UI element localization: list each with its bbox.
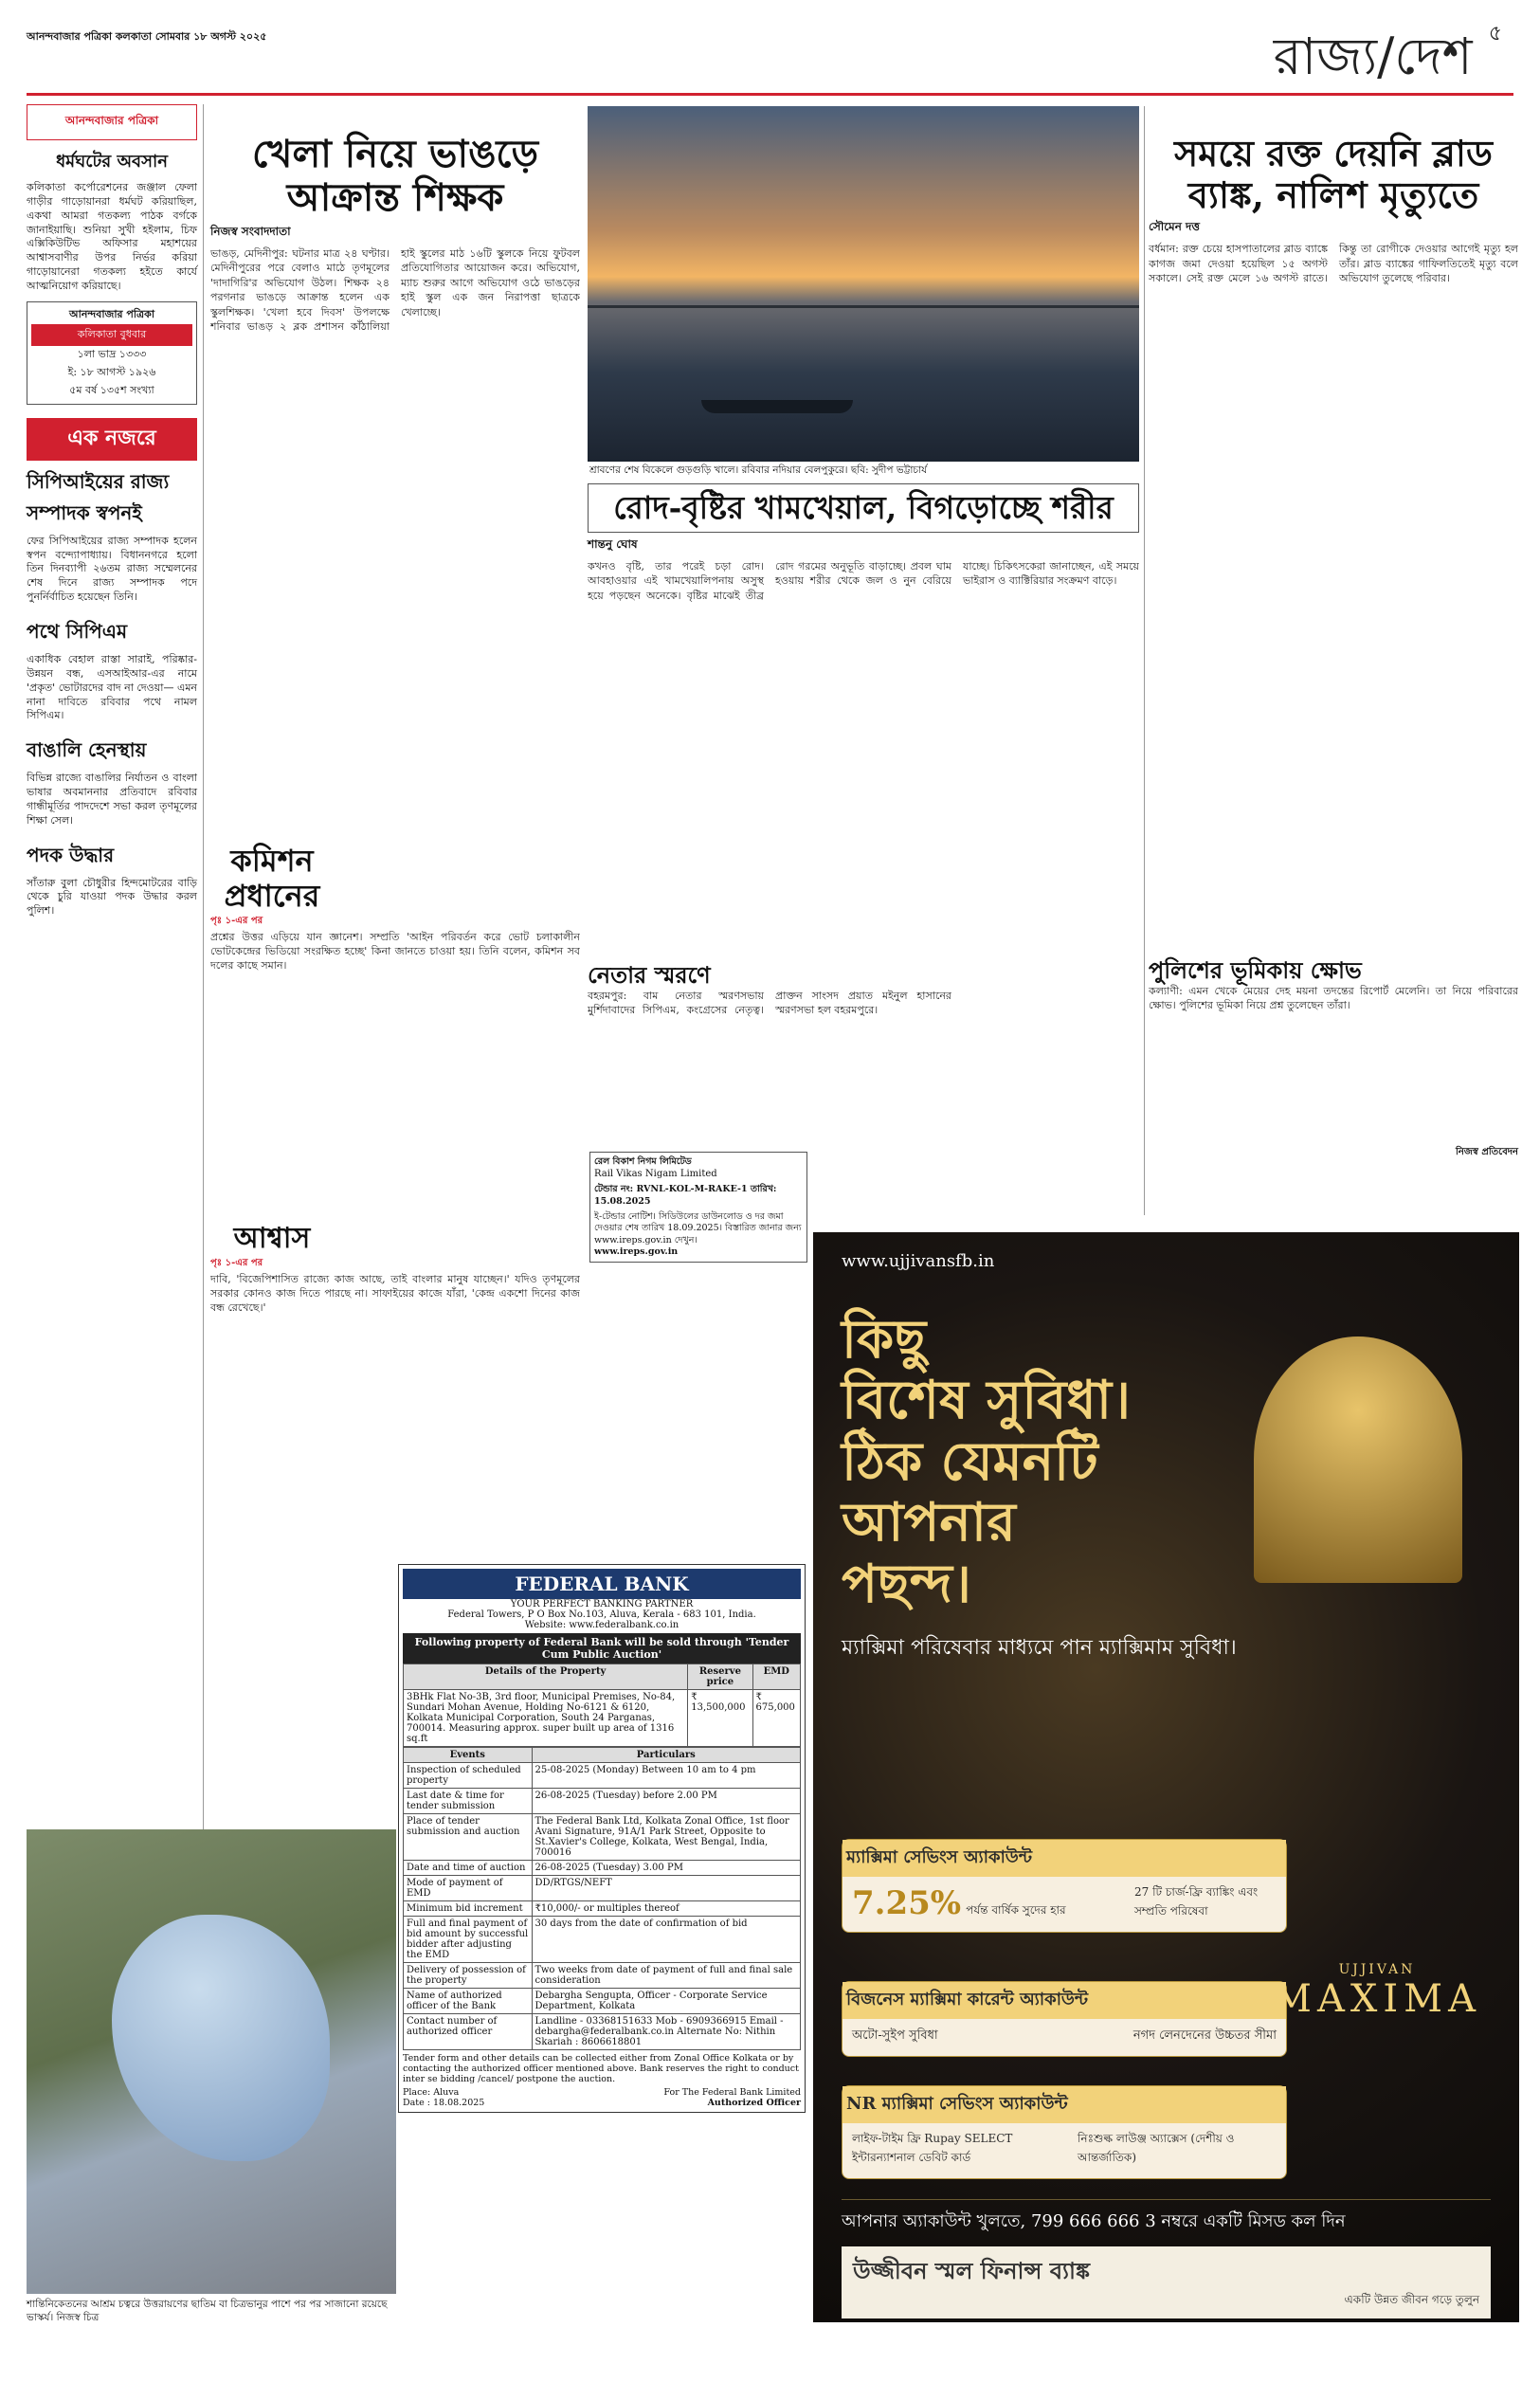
story4-body: প্রশ্নের উত্তর এড়িয়ে যান জ্ঞানেশ। সম্প্রতি 'আইন পরিবর্তন করে ভোট চলাকালীন ভোটকেন্দ্রের ভিডিয়ো সংরক্ষিত হচ্ছে' কিনা জানতে চাওয়া হয়। তিনি বলেন, কমিশন সব দলের কাছে সমান। [210, 930, 580, 973]
story-blood-bank [1149, 133, 1518, 943]
events-row: Delivery of possession of the property Two weeks from date of payment of full and final sale consideration [404, 1963, 801, 1989]
events-row: Date and time of auction 26-08-2025 (Tuesday) 3.00 PM [404, 1861, 801, 1876]
savings-band: ম্যাক্সিমা সেভিংস অ্যাকাউন্ট 7.25% পর্যন্ত বার্ষিক সুদের হার 27 টি চার্জ-ফ্রি ব্যাঙ্কিং এবং সম্প্রতি পরিষেবা [842, 1839, 1287, 1933]
story-commission [210, 844, 580, 1271]
ujjivan-ad [813, 1232, 1519, 2322]
masthead-dateline: আনন্দবাজার পত্রিকা কলকাতা সোমবার ১৮ অগস্ট ২০২৫ [27, 30, 267, 43]
events-row: Last date & time for tender submission 26-08-2025 (Tuesday) before 2.00 PM [404, 1789, 801, 1814]
federal-logo: FEDERAL BANK [403, 1569, 801, 1599]
story5-headline: আশ্বাস [233, 1222, 311, 1255]
item1-text: ফের সিপিআইয়ের রাজ্য সম্পাদক হলেন স্বপন বন্দ্যোপাধ্যায়। বিধাননগরে হলো তিন দিনব্যাপী ২৬তম রাজ্য সম্মেলনের শেষ দিনে রাজ্য সম্পাদক পদে পুনর্নির্বাচিত হয়েছেন তিনি। [27, 534, 197, 604]
dharma-title: ধর্মঘটের অবসান [56, 152, 168, 172]
story7-byline: নিজস্ব প্রতিবেদন [1456, 1146, 1518, 1157]
sunset-photo-caption: শ্রাবণের শেষ বিকেলে গুড়গুড়ি খালে। রবিবার নদিয়ার বেলপুকুরে। ছবি: সুদীপ ভট্টাচার্য [589, 464, 928, 476]
current-band: বিজনেস ম্যাক্সিমা কারেন্ট অ্যাকাউন্ট অটো-সুইপ সুবিধা নগদ লেনদেনের উচ্চতর সীমা [842, 1981, 1287, 2057]
story4-headline: কমিশন প্রধানের [224, 843, 320, 914]
story2-byline: শান্তনু ঘোষ [588, 536, 638, 551]
cloche-image [1254, 1336, 1462, 1583]
story1-body: ভাঙড়, মেদিনীপুর: ঘটনার মাত্র ২৪ ঘণ্টার। মেদিনীপুরের পরে বেলাও মাঠে তৃণমূলের 'দাদাগিরি'র অভিযোগ উঠল। শিক্ষক ২৪ পরগনার ভাঙড়ে আক্রান্ত হলেন এক স্কুলশিক্ষক। 'খেলা হবে দিবস' উপলক্ষে শনিবার ভাঙড় ২ ব্লক প্রশাসন কাঁঠালিয়া হাই স্কুলের মাঠ ১৬টি স্কুলকে নিয়ে ফুটবল প্রতিযোগিতার আয়োজন করে। অভিযোগ, ম্যাচ শুরুর আগে অভিযোগ ওঠে ভাঙড়ের হাই স্কুল এক জন নিরাপত্তা ছাত্রকে খেলাচ্ছে। [210, 247, 580, 333]
item2-text: একাধিক বেহাল রাস্তা সারাই, পরিষ্কার-উন্নয়ন বন্ধ, এসআইআর-এর নামে 'প্রকৃত' ভোটারদের বাদ না দেওয়া— এমন নানা দাবিতে রবিবার পথে নামল সিপিএম। [27, 652, 197, 722]
maxima-brand: UJJIVAN MAXIMA [1273, 1962, 1481, 2021]
story-police [1149, 957, 1518, 1161]
story4-jump: পৃঃ ১-এর পর [210, 915, 263, 926]
events-table: Events Particulars Inspection of scheduled property 25-08-2025 (Monday) Between 10 am to 4 pm Last date & time for tender submission 26-08-2025 (Tuesday) before 2.00 PM Place of tender submission and auction The Federal Bank Ltd, Kolkata Zonal Office, 1st floor Avani Signature, 91A/1 Park Street, Opposite to St.Xavier's College, Kolkata, West Bengal, India, 700016 Date and time of auction 26-08-2025 (Tuesday) 3.00 PM Mode of payment of EMD DD/RTGS/NEFT Minimum bid increment ₹10,000/- or multiples thereof Full and final payment of bid amount by successful bidder after adjusting the EMD 30 days from the date of confirmation of bid Delivery of possession of the property Two weeks from date of payment of full and final sale consideration Name of authorized officer of the Bank Debargha Sengupta, Officer - Corporate Service Department, Kolkata Contact number of authorized officer Landline - 03368151633 Mob - 6909366915 Email - debargha@federalbank.co.in Alternate No: Nithin Skariah : 8606618801 [403, 1747, 801, 2050]
ek-najare-banner: এক নজরে [27, 418, 197, 461]
item2-title: পথে সিপিএম [27, 619, 128, 643]
ujjivan-footer: উজ্জীবন স্মল ফিনান্স ব্যাঙ্ক একটি উন্নত জীবন গড়ে তুলুন [842, 2246, 1491, 2318]
ujjivan-headline: কিছু বিশেষ সুবিধা। ঠিক যেমনটি আপনার পছন্দ। [842, 1308, 1132, 1615]
story2-body: কখনও বৃষ্টি, তার পরেই চড়া রোদ। আবহাওয়ার এই খামখেয়ালিপনায় অসুস্থ হয়ে পড়ছেন অনেকে। বৃষ্টির মাঝেই তীব্র রোদ গরমের অনুভূতি বাড়াচ্ছে। প্রবল ঘাম হওয়ায় শরীর থেকে জল ও নুন বেরিয়ে যাচ্ছে। চিকিৎসকেরা জানাচ্ছেন, এই সময়ে ভাইরাস ও ব্যাক্টিরিয়ার সংক্রমণ বাড়ে। [588, 559, 1139, 602]
ujjivan-subline: ম্যাক্সিমা পরিষেবার মাধ্যমে পান ম্যাক্সিমাম সুবিধা। [842, 1635, 1237, 1660]
rvnl-notice: রেল বিকাশ নিগম লিমিটেড Rail Vikas Nigam Limited টেন্ডার নং: RVNL-KOL-M-RAKE-1 তারিখ: 15.08.2025 ই-টেন্ডার নোটিশ। সিডিউলের ডাউনলোড ও দর জমা দেওয়ার শেষ তারিখ 18.09.2025। বিস্তারিত জানার জন্য www.ireps.gov.in দেখুন। www.ireps.gov.in [589, 1152, 807, 1263]
events-row: Place of tender submission and auction The Federal Bank Ltd, Kolkata Zonal Office, 1st floor Avani Signature, 91A/1 Park Street, Opposite to St.Xavier's College, Kolkata, West Bengal, India, 700016 [404, 1814, 801, 1861]
events-row: Mode of payment of EMD DD/RTGS/NEFT [404, 1876, 801, 1901]
date-box: আনন্দবাজার পত্রিকা কলিকাতা বুধবার ১লা ভাদ্র ১৩৩৩ ই: ১৮ আগস্ট ১৯২৬ ৫ম বর্ষ ১৩৫শ সংখ্যা [27, 301, 197, 405]
interest-rate: 7.25% [852, 1884, 962, 1922]
ujjivan-site[interactable]: www.ujjivansfb.in [842, 1251, 995, 1271]
story-ashwas [210, 1223, 580, 1395]
events-row: Name of authorized officer of the Bank Debargha Sengupta, Officer - Corporate Service Department, Kolkata [404, 1989, 801, 2014]
federal-sale-banner: Following property of Federal Bank will be sold through 'Tender Cum Public Auction' [403, 1633, 801, 1664]
story1-byline: নিজস্ব সংবাদদাতা [210, 225, 291, 238]
item1-title: সিপিআইয়ের রাজ্য সম্পাদক স্বপনই [27, 469, 170, 524]
story-rod-brishti [588, 483, 1139, 986]
sunset-photo [588, 106, 1139, 462]
story2-headline: রোদ-বৃষ্টির খামখেয়াল, বিগড়োচ্ছে শরীর [588, 483, 1139, 533]
story3-headline: সময়ে রক্ত দেয়নি ব্লাড ব্যাঙ্ক, নালিশ মৃত্যুতে [1174, 132, 1493, 216]
nr-band: NR ম্যাক্সিমা সেভিংস অ্যাকাউন্ট লাইফ-টাইম ফ্রি Rupay SELECT ইন্টারন্যাশনাল ডেবিট কার্ড নিঃশুল্ক লাউঞ্জ অ্যাক্সেস (দেশীয় ও আন্তর্জাতিক) [842, 2085, 1287, 2179]
missed-call-line: আপনার অ্যাকাউন্ট খুলতে, 799 666 666 3 নম্বরে একটি মিসড কল দিন [842, 2199, 1491, 2237]
item3-title: বাঙালি হেনস্থায় [27, 738, 147, 762]
statue-photo [27, 1829, 396, 2294]
item3-text: বিভিন্ন রাজ্যে বাঙালির নির্যাতন ও বাংলা ভাষার অবমাননার প্রতিবাদে রবিবার গান্ধীমূর্তির পাদদেশে সভা করল তৃণমূলের শিক্ষা সেল। [27, 772, 197, 827]
property-table: Details of the Property Reserve price EMD 3BHk Flat No-3B, 3rd floor, Municipal Premises, No-84, Sundari Mohan Avenue, Holding No-6121 & 6120, Kolkata Municipal Corporation, South 24 Parganas, 700014. Measuring approx. super built up area of 1316 sq.ft ₹ 13,500,000 ₹ 675,000 [403, 1664, 801, 1747]
story3-byline: সৌমেন দত্ত [1149, 220, 1200, 234]
item4-title: পদক উদ্ধার [27, 843, 115, 866]
item4-text: সাঁতারু বুলা চৌধুরীর হিন্দমোটরের বাড়ি থেকে চুরি যাওয়া পদক উদ্ধার করল পুলিশ। [27, 876, 197, 918]
events-row: Full and final payment of bid amount by successful bidder after adjusting the EMD 30 days from the date of confirmation of bid [404, 1917, 801, 1963]
events-row: Minimum bid increment ₹10,000/- or multiples thereof [404, 1901, 801, 1917]
story6-headline: নেতার স্মরণে [588, 961, 711, 989]
events-row: Contact number of authorized officer Landline - 03368151633 Mob - 6909366915 Email - debargha@federalbank.co.in Alternate No: Nithin Skariah : 8606618801 [404, 2014, 801, 2050]
archive-logo: আনন্দবাজার পত্রিকা [27, 104, 197, 140]
boat-silhouette [701, 400, 853, 413]
story7-body: কল্যাণী: এমন খেকে মেয়ের দেহ ময়না তদন্তের রিপোর্ট মেলেনি। তা নিয়ে পরিবারের ক্ষোভ। পুলিশের ভূমিকা নিয়ে প্রশ্ন তুলেছেন তাঁরা। [1149, 984, 1518, 1011]
statue-photo-caption: শান্তিনিকেতনের আশ্রম চত্বরে উত্তরায়ণের ছাতিম বা চিত্রভানুর পাশে পর পর সাজানো রয়েছে ভাস্কর্য। নিজস্ব চিত্র [27, 2299, 388, 2323]
dharma-text: কলিকাতা কর্পোরেশনের জঞ্জাল ফেলা গাড়ীর গাড়োয়ানরা ধর্মঘট করিয়াছিল, একথা আমরা গতকল্য পাঠক বর্গকে জানাইয়াছি। শুনিয়া সুখী হইলাম, চিফ এক্সিকিউটিভ অফিসার মহাশয়ের আশ্বাসবাণীর উপর নির্ভর করিয়া গাড়োয়ানেরা গতকল্য হইতে কার্যে আত্মনিয়োগ করিয়াছে। [27, 181, 197, 292]
story5-jump: পৃঃ ১-এর পর [210, 1257, 263, 1268]
masthead-rule [27, 93, 1513, 96]
story7-headline: পুলিশের ভূমিকায় ক্ষোভ [1149, 956, 1362, 984]
story1-headline: খেলা নিয়ে ভাঙড়ে আক্রান্ত শিক্ষক [251, 132, 539, 220]
story-neta [588, 962, 1139, 1159]
federal-bank-notice: FEDERAL BANK YOUR PERFECT BANKING PARTNER Federal Towers, P O Box No.103, Aluva, Kerala - 683 101, India. Website: www.federalbank.co.in Following property of Federal Bank will be sold through 'Tender Cum Public Auction' Details of the Property Reserve price EMD 3BHk Flat No-3B, 3rd floor, Municipal Premises, No-84, Sundari Mohan Avenue, Holding No-6121 & 6120, Kolkata Municipal Corporation, South 24 Parganas, 700014. Measuring approx. super built up area of 1316 sq.ft ₹ 13,500,000 ₹ 675,000 Events Particulars Inspection of scheduled property 25-08-2025 (Monday) Between 10 am to 4 pm Last date & time for tender submission 26-08-2025 (Tuesday) before 2.00 PM Place of tender submission and auction The Federal Bank Ltd, Kolkata Zonal Office, 1st floor Avani Signature, 91A/1 Park Street, Opposite to St.Xavier's College, Kolkata, West Bengal, India, 700016 Date and time of auction 26-08-2025 (Tuesday) 3.00 PM Mode of payment of EMD DD/RTGS/NEFT Minimum bid increment ₹10,000/- or multiples thereof Full and final payment of bid amount by successful bidder after adjusting the EMD 30 days from the date of confirmation of bid Delivery of possession of the property Two weeks from date of payment of full and final sale consideration Name of authorized officer of the Bank Debargha Sengupta, Officer - Corporate Service Department, Kolkata Contact number of authorized officer Landline - 03368151633 Mob - 6909366915 Email - debargha@federalbank.co.in Alternate No: Nithin Skariah : 8606618801 Tender form and other details can be collected either from Zonal Office Kolkata or by contacting the authorized officer mentioned above. Bank reserves the right to conduct inter se bidding /cancel/ postpone the auction. Place: Aluva Date : 18.08.2025 For The Federal Bank Limited Authorized Officer [398, 1564, 806, 2113]
left-column [27, 104, 197, 918]
story5-body: দাবি, 'বিজেপিশাসিত রাজ্যে কাজ আছে, তাই বাংলার মানুষ যাচ্ছেন।' যদিও তৃণমূলের সরকার কোনও কাজ দিতে পারছে না। সাফাইয়ের কাজে যাঁরা, 'কেন্দ্র একশো দিনের কাজ বন্ধ রেখেছে।' [210, 1272, 580, 1315]
rvnl-site[interactable]: www.ireps.gov.in [594, 1246, 679, 1258]
section-title: রাজ্য/দেশ $^৫$ [1273, 22, 1502, 86]
fish-sculpture [112, 1915, 330, 2161]
events-row: Inspection of scheduled property 25-08-2025 (Monday) Between 10 am to 4 pm [404, 1763, 801, 1789]
story-khela [210, 133, 580, 891]
story3-body: বর্ধমান: রক্ত চেয়ে হাসপাতালের ব্লাড ব্যাঙ্কে কাগজ জমা দেওয়া হয়েছিল ১৫ অগস্ট সকালে। সেই রক্ত মেলে ১৬ অগস্ট রাতে। কিন্তু তা রোগীকে দেওয়ার আগেই মৃত্যু হল তাঁর। ব্লাড ব্যাঙ্কের গাফিলতিতেই মৃত্যু বলে অভিযোগ তুলেছে পরিবার। [1149, 243, 1518, 285]
story6-body: বহরমপুর: বাম নেতার স্মরণসভায় মুর্শিদাবাদের সিপিএম, কংগ্রেসের নেতৃত্ব। প্রাক্তন সাংসদ প্রয়াত মইনুল হাসানের স্মরণসভা হল বহরমপুরে। [588, 989, 951, 1016]
